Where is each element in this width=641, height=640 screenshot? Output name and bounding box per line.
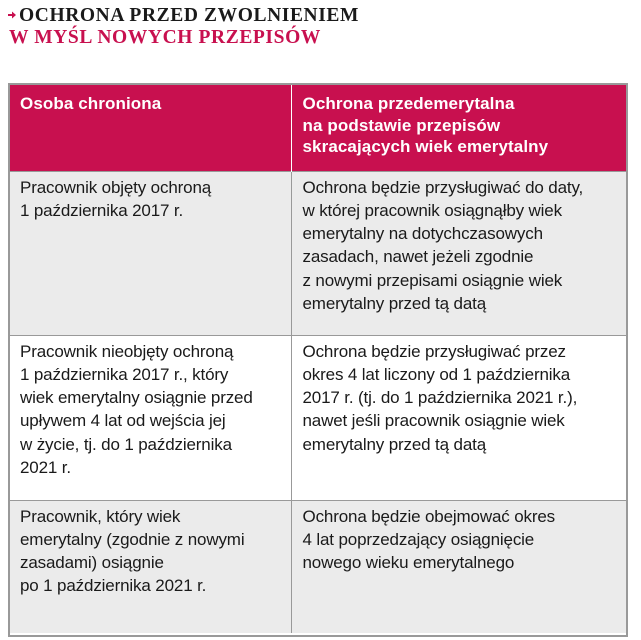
arrow-right-icon xyxy=(8,11,16,19)
cell-line: emerytalny na dotychczasowych xyxy=(302,224,543,244)
cell-person xyxy=(10,171,291,335)
page-title xyxy=(8,5,628,49)
cell-line: 2017 r. (tj. do 1 października 2021 r.), xyxy=(302,388,578,408)
table-row xyxy=(10,171,626,335)
header-line: na podstawie przepisów xyxy=(302,115,501,135)
cell-line: wiek emerytalny osiągnie przed xyxy=(20,388,253,408)
cell-line: upływem 4 lat od wejścia jej xyxy=(20,411,226,431)
cell-line: emerytalny przed tą datą xyxy=(302,293,486,313)
title-line-1 xyxy=(8,5,628,27)
header-line: Osoba chroniona xyxy=(20,94,162,113)
cell-line: emerytalny (zgodnie z nowymi xyxy=(20,529,245,549)
header-line: skracających wiek emerytalny xyxy=(302,137,549,156)
cell-line: Ochrona będzie obejmować okres xyxy=(302,506,556,526)
cell-line: nowego wieku emerytalnego xyxy=(302,553,515,573)
title-line-2: W MYŚL NOWYCH PRZEPISÓW xyxy=(9,27,321,48)
cell-person xyxy=(10,335,291,500)
cell-line: 1 października 2017 r., który xyxy=(20,364,229,384)
cell-line: emerytalny przed tą datą xyxy=(302,434,486,454)
table-row xyxy=(10,335,626,500)
cell-line: 2021 r. xyxy=(20,457,71,477)
cell-line: zasadami) osiągnie xyxy=(20,553,164,573)
cell-line: Ochrona będzie przysługiwać przez xyxy=(302,341,566,361)
header-line: Ochrona przedemerytalna xyxy=(302,94,515,113)
cell-line: w życie, tj. do 1 października xyxy=(20,434,232,454)
table xyxy=(10,85,626,633)
header-cell-person xyxy=(10,85,291,171)
protection-table xyxy=(8,83,628,637)
cell-line: Ochrona będzie przysługiwać do daty, xyxy=(302,177,584,197)
cell-protection xyxy=(291,335,626,500)
cell-line: okres 4 lat liczony od 1 października xyxy=(302,364,571,384)
cell-line: po 1 października 2021 r. xyxy=(20,576,207,596)
cell-line: nawet jeśli pracownik osiągnie wiek xyxy=(302,411,565,431)
cell-line: z nowymi przepisami osiągnie wiek xyxy=(302,270,563,290)
cell-line: Pracownik nieobjęty ochroną xyxy=(20,341,234,361)
header-cell-protection xyxy=(291,85,626,171)
cell-line: 4 lat poprzedzający osiągnięcie xyxy=(302,529,535,549)
cell-line: zasadach, nawet jeżeli zgodnie xyxy=(302,247,534,267)
cell-protection xyxy=(291,500,626,633)
table-header xyxy=(10,85,626,171)
cell-line: Pracownik, który wiek xyxy=(20,506,181,526)
cell-line: 1 października 2017 r. xyxy=(20,200,184,220)
cell-line: w której pracownik osiągnąłby wiek xyxy=(302,200,562,220)
title-text-1: OCHRONA PRZED ZWOLNIENIEM xyxy=(19,5,360,26)
cell-protection xyxy=(291,171,626,335)
cell-line: Pracownik objęty ochroną xyxy=(20,177,212,197)
table-row xyxy=(10,500,626,633)
cell-person xyxy=(10,500,291,633)
